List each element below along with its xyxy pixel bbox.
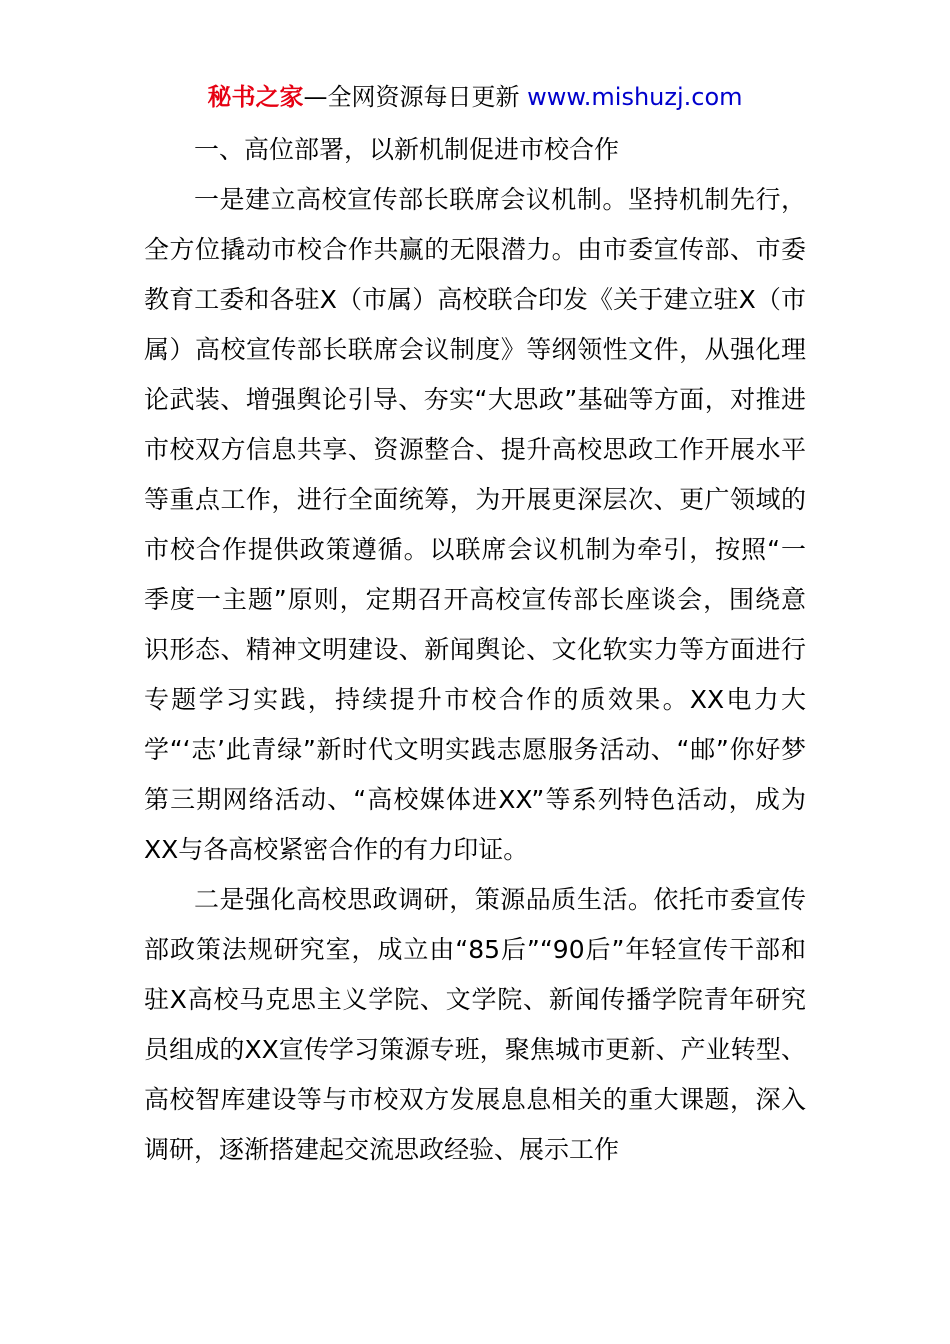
paragraph: 二是强化高校思政调研，策源品质生活。依托市委宣传部政策法规研究室，成立由“85后”“90后”年轻宣传干部和驻X高校马克思主义学院、文学院、新闻传播学院青年研究员组成的XX宣传学习策源专班，聚焦城市更新、产业转型、高校智库建设等与市校双方发展息息相关的重大课题，深入调研，逐渐搭建起交流思政经验、展示工作 xyxy=(144,885,806,1164)
section-heading: 一、高位部署，以新机制促进市校合作 xyxy=(194,135,620,164)
brand-name: 秘书之家 xyxy=(207,83,304,111)
paragraph: 一是建立高校宣传部长联席会议机制。坚持机制先行，全方位撬动市校合作共赢的无限潜力。由市委宣传部、市委教育工委和各驻X（市属）高校联合印发《关于建立驻X（市属）高校宣传部长联席会议制度》等纲领性文件，从强化理论武装、增强舆论引导、夯实“大思政”基础等方面，对推进市校双方信息共享、资源整合、提升高校思政工作开展水平等重点工作，进行全面统筹，为开展更深层次、更广领域的市校合作提供政策遵循。以联席会议机制为牵引，按照“一季度一主题”原则，定期召开高校宣传部长座谈会，围绕意识形态、精神文明建设、新闻舆论、文化软实力等方面进行专题学习实践，持续提升市校合作的质效果。XX电力大学“‘志’此青绿”新时代文明实践志愿服务活动、“邮”你好梦第三期网络活动、“高校媒体进XX”等系列特色活动，成为XX与各高校紧密合作的有力印证。 xyxy=(144,185,806,864)
document-body xyxy=(144,125,806,1175)
site-header xyxy=(0,80,950,114)
site-url[interactable]: www.mishuzj.com xyxy=(527,83,743,111)
header-tagline: —全网资源每日更新 xyxy=(303,83,520,111)
